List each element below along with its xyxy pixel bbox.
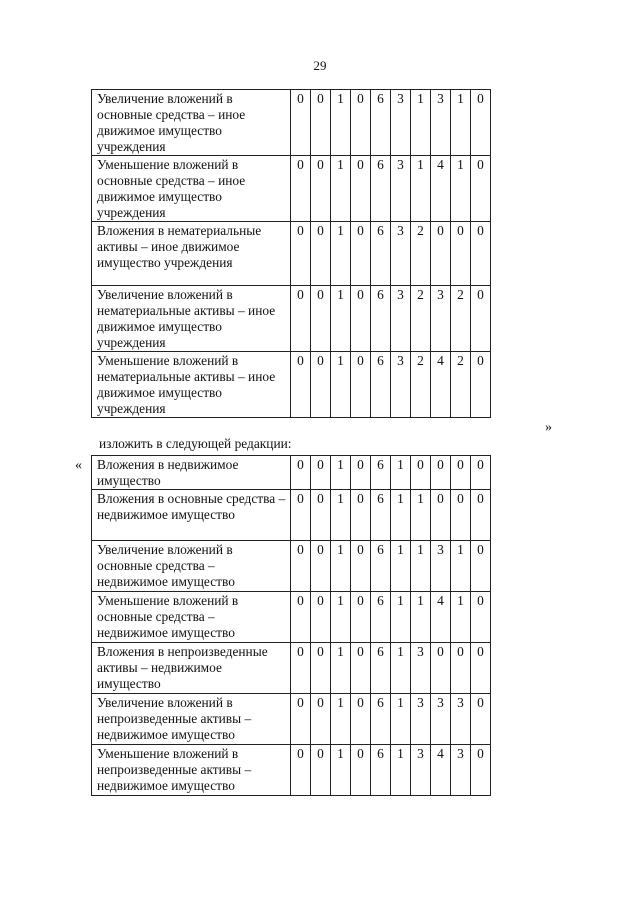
amendment-instruction: изложить в следующей редакции: — [99, 436, 292, 451]
account-code-digit: 0 — [471, 90, 491, 156]
account-code-digit: 6 — [371, 156, 391, 222]
account-code-digit: 1 — [451, 90, 471, 156]
account-code-digit: 0 — [311, 694, 331, 745]
account-code-digit: 2 — [451, 286, 471, 352]
account-row — [92, 541, 491, 592]
account-code-digit: 0 — [411, 456, 431, 490]
account-name: Уменьшение вложений в непроизведенные активы – недвижимое имущество — [92, 745, 291, 796]
account-code-digit: 3 — [431, 694, 451, 745]
account-code-digit: 1 — [391, 456, 411, 490]
account-code-digit: 0 — [351, 490, 371, 541]
account-code-digit: 1 — [411, 156, 431, 222]
account-code-digit: 0 — [351, 286, 371, 352]
account-row — [92, 643, 491, 694]
account-name: Вложения в основные средства – недвижимое имущество — [92, 490, 291, 541]
account-code-digit: 0 — [351, 541, 371, 592]
account-code-digit: 0 — [451, 490, 471, 541]
account-code-digit: 0 — [311, 541, 331, 592]
account-code-digit: 1 — [411, 490, 431, 541]
account-code-digit: 0 — [311, 156, 331, 222]
account-code-digit: 0 — [291, 745, 311, 796]
account-code-digit: 6 — [371, 352, 391, 418]
account-code-digit: 0 — [471, 156, 491, 222]
account-row — [92, 745, 491, 796]
account-code-digit: 0 — [351, 222, 371, 286]
account-row — [92, 694, 491, 745]
account-code-digit: 0 — [471, 694, 491, 745]
account-code-digit: 4 — [431, 592, 451, 643]
account-code-digit: 0 — [351, 643, 371, 694]
account-row — [92, 286, 491, 352]
account-code-digit: 1 — [391, 745, 411, 796]
account-code-digit: 1 — [331, 352, 351, 418]
account-name: Вложения в нематериальные активы – иное движимое имущество учреждения — [92, 222, 291, 286]
account-name: Вложения в недвижимое имущество — [92, 456, 291, 490]
account-name: Уменьшение вложений в основные средства – иное движимое имущество учреждения — [92, 156, 291, 222]
account-code-digit: 0 — [431, 643, 451, 694]
account-code-digit: 4 — [431, 156, 451, 222]
page-number: 29 — [313, 58, 327, 73]
account-code-digit: 0 — [431, 490, 451, 541]
account-name: Увеличение вложений в непроизведенные активы – недвижимое имущество — [92, 694, 291, 745]
account-code-digit: 0 — [311, 222, 331, 286]
account-code-digit: 1 — [331, 694, 351, 745]
account-code-digit: 6 — [371, 541, 391, 592]
account-name: Уменьшение вложений в нематериальные активы – иное движимое имущество учреждения — [92, 352, 291, 418]
account-code-digit: 1 — [331, 592, 351, 643]
account-row — [92, 90, 491, 156]
account-code-digit: 0 — [291, 286, 311, 352]
account-code-digit: 1 — [331, 90, 351, 156]
account-code-digit: 0 — [471, 541, 491, 592]
account-code-digit: 3 — [391, 352, 411, 418]
account-code-digit: 1 — [411, 90, 431, 156]
account-code-digit: 1 — [391, 592, 411, 643]
account-code-digit: 0 — [451, 456, 471, 490]
account-code-digit: 4 — [431, 745, 451, 796]
account-code-digit: 1 — [391, 541, 411, 592]
account-code-digit: 3 — [451, 694, 471, 745]
account-code-digit: 3 — [391, 90, 411, 156]
account-code-digit: 1 — [451, 541, 471, 592]
account-code-digit: 0 — [351, 592, 371, 643]
account-code-digit: 1 — [391, 694, 411, 745]
account-code-digit: 0 — [351, 90, 371, 156]
closing-quote: » — [545, 420, 552, 435]
account-code-digit: 1 — [451, 592, 471, 643]
account-code-digit: 1 — [331, 541, 351, 592]
account-code-digit: 1 — [331, 156, 351, 222]
account-code-digit: 6 — [371, 456, 391, 490]
account-code-digit: 0 — [471, 592, 491, 643]
account-code-digit: 0 — [351, 456, 371, 490]
account-code-digit: 1 — [331, 745, 351, 796]
account-name: Увеличение вложений в основные средства – недвижимое имущество — [92, 541, 291, 592]
account-code-digit: 0 — [351, 156, 371, 222]
opening-quote: « — [75, 458, 82, 473]
account-code-digit: 0 — [351, 694, 371, 745]
account-code-digit: 0 — [471, 222, 491, 286]
account-code-digit: 0 — [351, 352, 371, 418]
account-code-digit: 6 — [371, 592, 391, 643]
account-code-digit: 1 — [391, 643, 411, 694]
account-code-digit: 0 — [291, 222, 311, 286]
account-name: Уменьшение вложений в основные средства – недвижимое имущество — [92, 592, 291, 643]
account-code-digit: 4 — [431, 352, 451, 418]
account-code-digit: 0 — [471, 745, 491, 796]
account-code-digit: 0 — [291, 90, 311, 156]
account-name: Увеличение вложений в нематериальные активы – иное движимое имущество учреждения — [92, 286, 291, 352]
account-code-digit: 0 — [471, 643, 491, 694]
account-code-digit: 0 — [291, 643, 311, 694]
account-code-digit: 0 — [311, 352, 331, 418]
account-code-digit: 0 — [291, 592, 311, 643]
account-code-digit: 0 — [311, 286, 331, 352]
account-code-digit: 6 — [371, 90, 391, 156]
account-code-digit: 3 — [431, 541, 451, 592]
account-code-digit: 0 — [311, 643, 331, 694]
account-code-digit: 3 — [431, 90, 451, 156]
account-code-digit: 1 — [411, 592, 431, 643]
account-code-digit: 6 — [371, 286, 391, 352]
account-code-digit: 6 — [371, 694, 391, 745]
account-row — [92, 222, 491, 286]
account-code-digit: 0 — [311, 490, 331, 541]
account-code-digit: 3 — [391, 156, 411, 222]
account-code-digit: 0 — [311, 90, 331, 156]
account-row — [92, 456, 491, 490]
account-code-digit: 1 — [331, 456, 351, 490]
account-row — [92, 352, 491, 418]
account-code-digit: 0 — [351, 745, 371, 796]
account-code-digit: 0 — [471, 456, 491, 490]
account-code-digit: 3 — [411, 745, 431, 796]
account-code-digit: 0 — [311, 592, 331, 643]
account-code-digit: 1 — [331, 490, 351, 541]
account-row — [92, 490, 491, 541]
account-code-digit: 3 — [411, 694, 431, 745]
account-name: Вложения в непроизведенные активы – недвижимое имущество — [92, 643, 291, 694]
account-code-digit: 0 — [451, 643, 471, 694]
accounts-table-before — [91, 89, 491, 418]
account-code-digit: 0 — [471, 490, 491, 541]
account-code-digit: 6 — [371, 222, 391, 286]
account-code-digit: 2 — [411, 352, 431, 418]
account-code-digit: 3 — [451, 745, 471, 796]
account-code-digit: 6 — [371, 643, 391, 694]
account-code-digit: 0 — [451, 222, 471, 286]
account-code-digit: 1 — [331, 643, 351, 694]
account-code-digit: 1 — [331, 222, 351, 286]
account-code-digit: 0 — [311, 745, 331, 796]
account-code-digit: 3 — [391, 222, 411, 286]
account-code-digit: 0 — [291, 541, 311, 592]
account-code-digit: 0 — [431, 222, 451, 286]
account-code-digit: 0 — [471, 352, 491, 418]
account-code-digit: 6 — [371, 745, 391, 796]
account-code-digit: 2 — [411, 286, 431, 352]
account-code-digit: 3 — [431, 286, 451, 352]
account-code-digit: 0 — [291, 456, 311, 490]
account-name: Увеличение вложений в основные средства – иное движимое имущество учреждения — [92, 90, 291, 156]
account-code-digit: 1 — [411, 541, 431, 592]
account-code-digit: 0 — [291, 694, 311, 745]
account-code-digit: 6 — [371, 490, 391, 541]
account-row — [92, 156, 491, 222]
account-row — [92, 592, 491, 643]
account-code-digit: 0 — [291, 156, 311, 222]
account-code-digit: 2 — [411, 222, 431, 286]
account-code-digit: 0 — [471, 286, 491, 352]
account-code-digit: 0 — [291, 352, 311, 418]
accounts-table-after — [91, 455, 491, 796]
account-code-digit: 0 — [291, 490, 311, 541]
account-code-digit: 3 — [411, 643, 431, 694]
account-code-digit: 2 — [451, 352, 471, 418]
account-code-digit: 0 — [431, 456, 451, 490]
account-code-digit: 1 — [331, 286, 351, 352]
account-code-digit: 3 — [391, 286, 411, 352]
account-code-digit: 1 — [391, 490, 411, 541]
account-code-digit: 0 — [311, 456, 331, 490]
account-code-digit: 1 — [451, 156, 471, 222]
